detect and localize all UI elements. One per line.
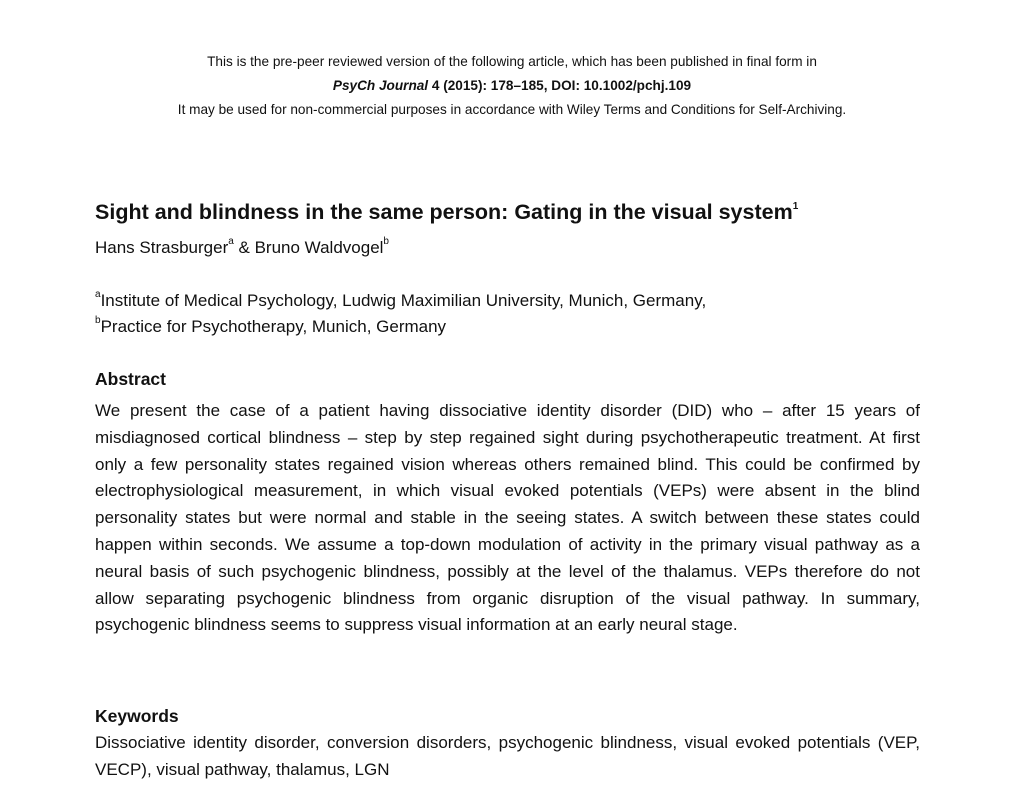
journal-name: PsyCh Journal [332, 78, 429, 93]
author-affil-mark: b [383, 236, 389, 248]
article-title-text: Sight and blindness in the same person: Gating in the visual system [95, 200, 793, 224]
title-footnote-mark: 1 [792, 200, 799, 212]
journal-details: 4 (2015): 178–185, DOI: 10.1002/pchj.109 [428, 78, 692, 93]
author-list [95, 234, 920, 262]
keywords-heading: Keywords [95, 706, 179, 726]
keywords-text: Dissociative identity disorder, conversion disorders, psychogenic blindness, visual evoked potentials (VEP, VECP), visual pathway, thalamus, LGN [95, 733, 920, 779]
author-name: Hans Strasburger [95, 238, 229, 257]
abstract-text: We present the case of a patient having dissociative identity disorder (DID) who – after 15 years of misdiagnosed cortical blindness – step by step regained sight during psychotherapeutic treatment. At first only a few personality states regained vision whereas others remained blind. This could be confirmed by electrophysiological measurement, in which visual evoked potentials (VEPs) were absent in the blind personality states but were normal and stable in the seeing states. A switch between these states could happen within seconds. We assume a top-down modulation of activity in the primary visual pathway as a neural basis of such psychogenic blindness, possibly at the level of the thalamus. VEPs therefore do not allow separating psychogenic blindness from organic disruption of the visual pathway. In summary, psychogenic blindness seems to suppress visual information at an early neural stage. [95, 401, 920, 635]
affiliation-a [95, 288, 920, 314]
author-name: Bruno Waldvogel [254, 238, 384, 257]
abstract-heading: Abstract [95, 369, 166, 389]
author-affil-mark: a [228, 236, 234, 248]
notice-line-3: It may be used for non-commercial purposes in accordance with Wiley Terms and Conditions for Self-Archiving. [177, 102, 847, 117]
affiliation-text: Practice for Psychotherapy, Munich, Germany [100, 317, 447, 336]
affiliation-mark: b [95, 315, 101, 327]
affiliation-mark: a [95, 289, 101, 301]
publication-notice [0, 50, 1024, 122]
affiliations [95, 288, 920, 340]
author-separator: & [233, 238, 255, 257]
notice-line-1: This is the pre-peer reviewed version of the following article, which has been published in final form in [207, 54, 817, 69]
article-title [95, 196, 920, 228]
notice-citation [0, 74, 1024, 98]
affiliation-text: Institute of Medical Psychology, Ludwig Maximilian University, Munich, Germany, [100, 291, 707, 310]
affiliation-b [95, 314, 920, 340]
